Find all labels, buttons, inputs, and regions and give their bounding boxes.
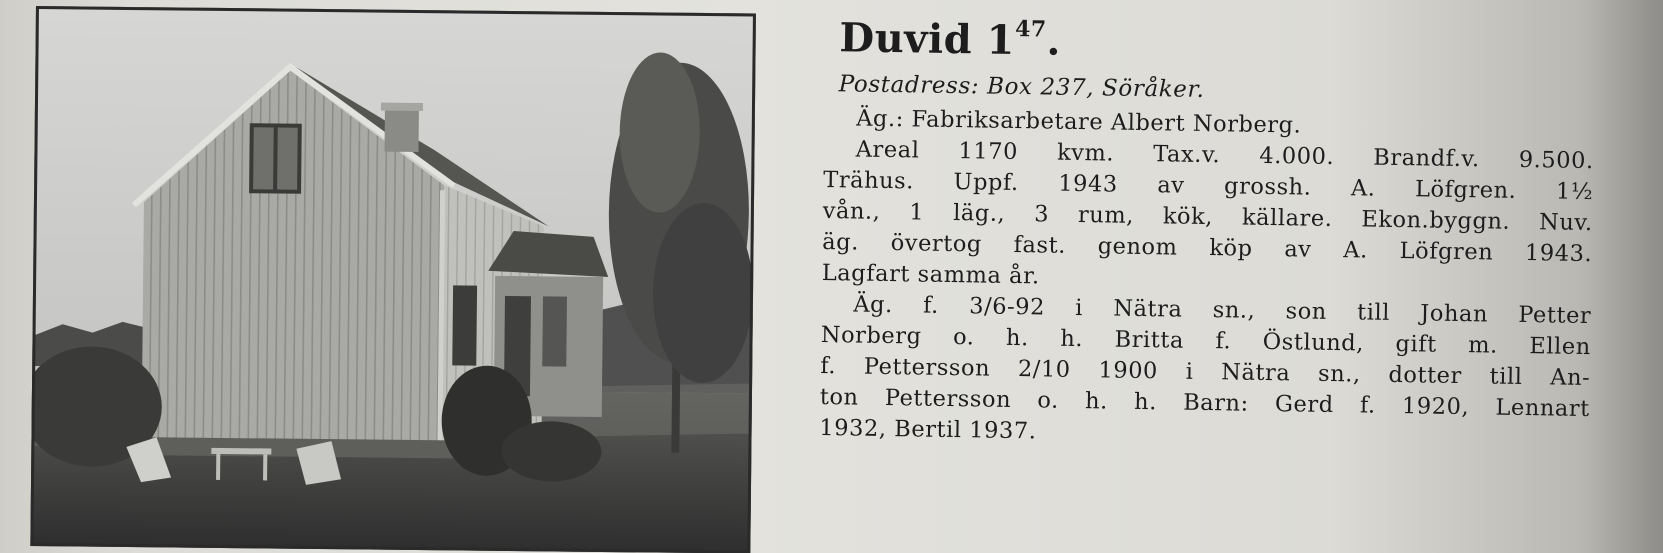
description-line: vån., 1 läg., 3 rum, kök, källare. Ekon.byggn. Nuv. — [822, 197, 1593, 237]
description-line: Trähus. Uppf. 1943 av grossh. A. Löfgren. 1½ — [823, 166, 1594, 206]
biography-line: ton Pettersson o. h. h. Barn: Gerd f. 1920, Lennart — [819, 383, 1590, 423]
postal-address: Postadress: Box 237, Söråker. — [838, 71, 1205, 103]
biography-line: Äg. f. 3/6-92 i Nätra sn., son till Johan Petter — [853, 291, 1592, 330]
title-period: . — [1046, 17, 1062, 65]
owner-biography — [819, 289, 1591, 456]
biography-line: Norberg o. h. h. Britta f. Östlund, gift m. Ellen — [820, 321, 1591, 361]
title-superscript: 47 — [1014, 15, 1047, 43]
description-line: äg. övertog fast. genom köp av A. Löfgren 1943. — [822, 228, 1593, 268]
property-description — [822, 134, 1594, 301]
title-text: Duvid 1 — [839, 14, 1016, 64]
owner-text: Äg.: Fabriksarbetare Albert Norberg. — [856, 105, 1302, 139]
biography-line: 1932, Bertil 1937. — [819, 414, 1037, 445]
description-line: Areal 1170 kvm. Tax.v. 4.000. Brandf.v. 9.500. — [855, 136, 1594, 175]
property-entry — [819, 6, 1606, 456]
house-photo-image — [30, 6, 756, 553]
house-photo — [30, 6, 756, 553]
description-line: Lagfart samma år. — [821, 259, 1040, 290]
biography-line: f. Pettersson 2/10 1900 i Nätra sn., dotter till An- — [820, 352, 1591, 392]
property-title — [839, 14, 1606, 73]
